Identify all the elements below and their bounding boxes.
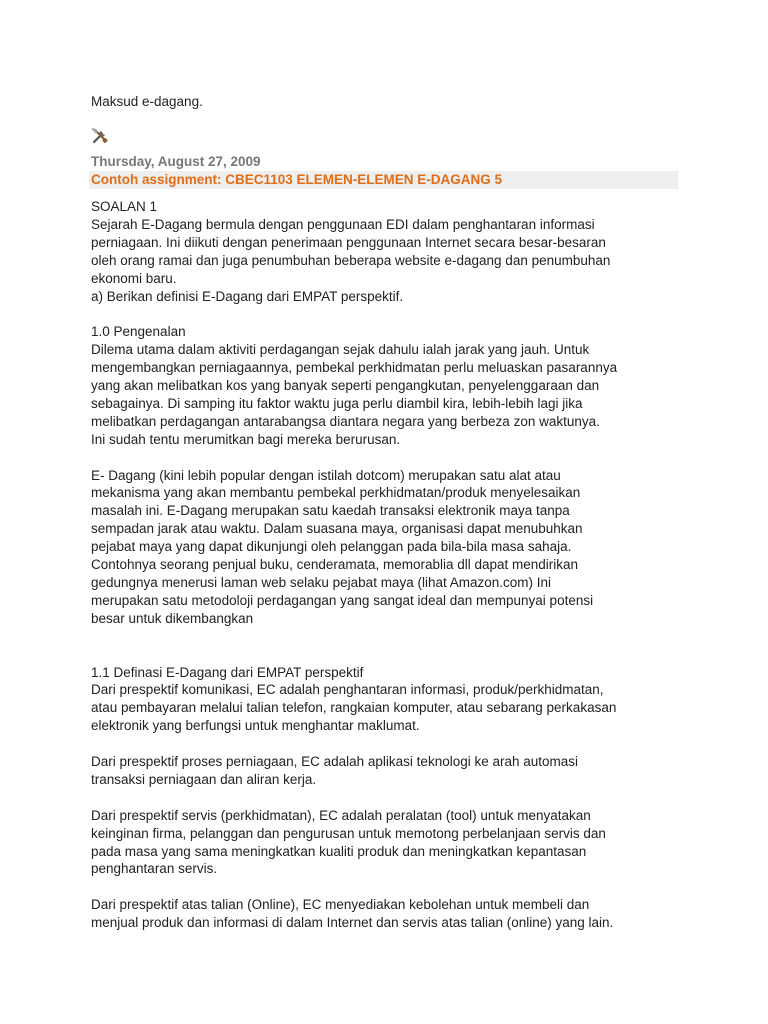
body-line: transaksi perniagaan dan aliran kerja.	[91, 771, 317, 787]
body-line: Dari prespektif servis (perkhidmatan), EC adalah peralatan (tool) untuk menyatakan	[91, 807, 591, 823]
blank-line	[91, 878, 691, 896]
body-line: merupakan satu metodoloji perdagangan yang sangat ideal dan mempunyai potensi	[91, 592, 594, 608]
body-line: 1.1 Definasi E-Dagang dari EMPAT perspektif	[91, 664, 364, 680]
body-line: ekonomi baru.	[91, 270, 177, 286]
blank-line	[91, 646, 691, 664]
body-line: yang akan melibatkan kos yang banyak seperti pengangkutan, penyelenggaraan dan	[91, 378, 600, 394]
body-line: Dari prespektif proses perniagaan, EC adalah aplikasi teknologi ke arah automasi	[91, 754, 579, 770]
body-line: pejabat maya yang dapat dikunjungi oleh pelanggan pada bila-bila masa sahaja.	[91, 539, 572, 555]
tools-icon[interactable]	[91, 127, 109, 145]
body-line: masalah ini. E-Dagang merupakan satu kaedah transaksi elektronik maya tanpa	[91, 503, 570, 519]
body-line: a) Berikan definisi E-Dagang dari EMPAT perspektif.	[91, 288, 404, 304]
body-line: penghantaran servis.	[91, 861, 218, 877]
blank-line	[91, 735, 691, 753]
body-line: gedungnya menerusi laman web selaku pejabat maya (lihat Amazon.com) Ini	[91, 575, 552, 590]
blank-line	[91, 449, 691, 467]
body-line: mengembangkan perniagaannya, pembekal perkhidmatan perlu meluaskan pasarannya	[91, 360, 618, 376]
post-body	[91, 198, 691, 932]
blank-line	[91, 305, 691, 323]
post-date: Thursday, August 27, 2009	[91, 154, 261, 169]
body-line: perniagaan. Ini diikuti dengan penerimaan penggunaan Internet secara besar-besaran	[91, 234, 606, 250]
body-line: mekanisma yang akan membantu pembekal perkhidmatan/produk menyelesaikan	[91, 485, 581, 501]
body-line: 1.0 Pengenalan	[91, 324, 186, 340]
body-line: melibatkan perdagangan antarabangsa diantara negara yang berbeza zon waktunya.	[91, 413, 600, 429]
body-line: SOALAN 1	[91, 199, 158, 214]
post-title[interactable]: Contoh assignment: CBEC1103 ELEMEN-ELEMEN E-DAGANG 5	[91, 172, 503, 187]
body-line: oleh orang ramai dan juga penumbuhan beberapa website e-dagang dan penumbuhan	[91, 252, 611, 268]
body-line: Dari prespektif atas talian (Online), EC menyediakan kebolehan untuk membeli dan	[91, 897, 590, 913]
body-line: E- Dagang (kini lebih popular dengan istilah dotcom) merupakan satu alat atau	[91, 467, 561, 483]
body-line: Dilema utama dalam aktiviti perdagangan sejak dahulu ialah jarak yang jauh. Untuk	[91, 342, 590, 358]
body-line: pada masa yang sama meningkatkan kualiti produk dan meningkatkan kepantasan	[91, 843, 587, 859]
body-line: atau pembayaran melalui talian telefon, rangkaian komputer, atau sebarang perkakasan	[91, 700, 617, 716]
body-line: sebagainya. Di samping itu faktor waktu juga perlu diambil kira, lebih-lebih lagi jika	[91, 395, 583, 411]
body-line: Ini sudah tentu merumitkan bagi mereka berurusan.	[91, 431, 401, 447]
body-line: Sejarah E-Dagang bermula dengan penggunaan EDI dalam penghantaran informasi	[91, 216, 595, 232]
intro-text: Maksud e-dagang.	[91, 94, 203, 109]
blank-line	[91, 628, 691, 646]
body-line: Contohnya seorang penjual buku, cenderamata, memorablia dll dapat mendirikan	[91, 557, 579, 573]
body-line: keinginan firma, pelanggan dan pengurusan untuk memotong perbelanjaan servis dan	[91, 825, 606, 841]
body-line: elektronik yang berfungsi untuk menghantar maklumat.	[91, 718, 420, 734]
body-line: Dari prespektif komunikasi, EC adalah penghantaran informasi, produk/perkhidmatan,	[91, 682, 604, 698]
body-line: menjual produk dan informasi di dalam Internet dan servis atas talian (online) yang lain.	[91, 915, 614, 931]
body-line: sempadan jarak atau waktu. Dalam suasana maya, organisasi dapat menubuhkan	[91, 521, 583, 537]
body-line: besar untuk dikembangkan	[91, 610, 254, 626]
blank-line	[91, 789, 691, 807]
